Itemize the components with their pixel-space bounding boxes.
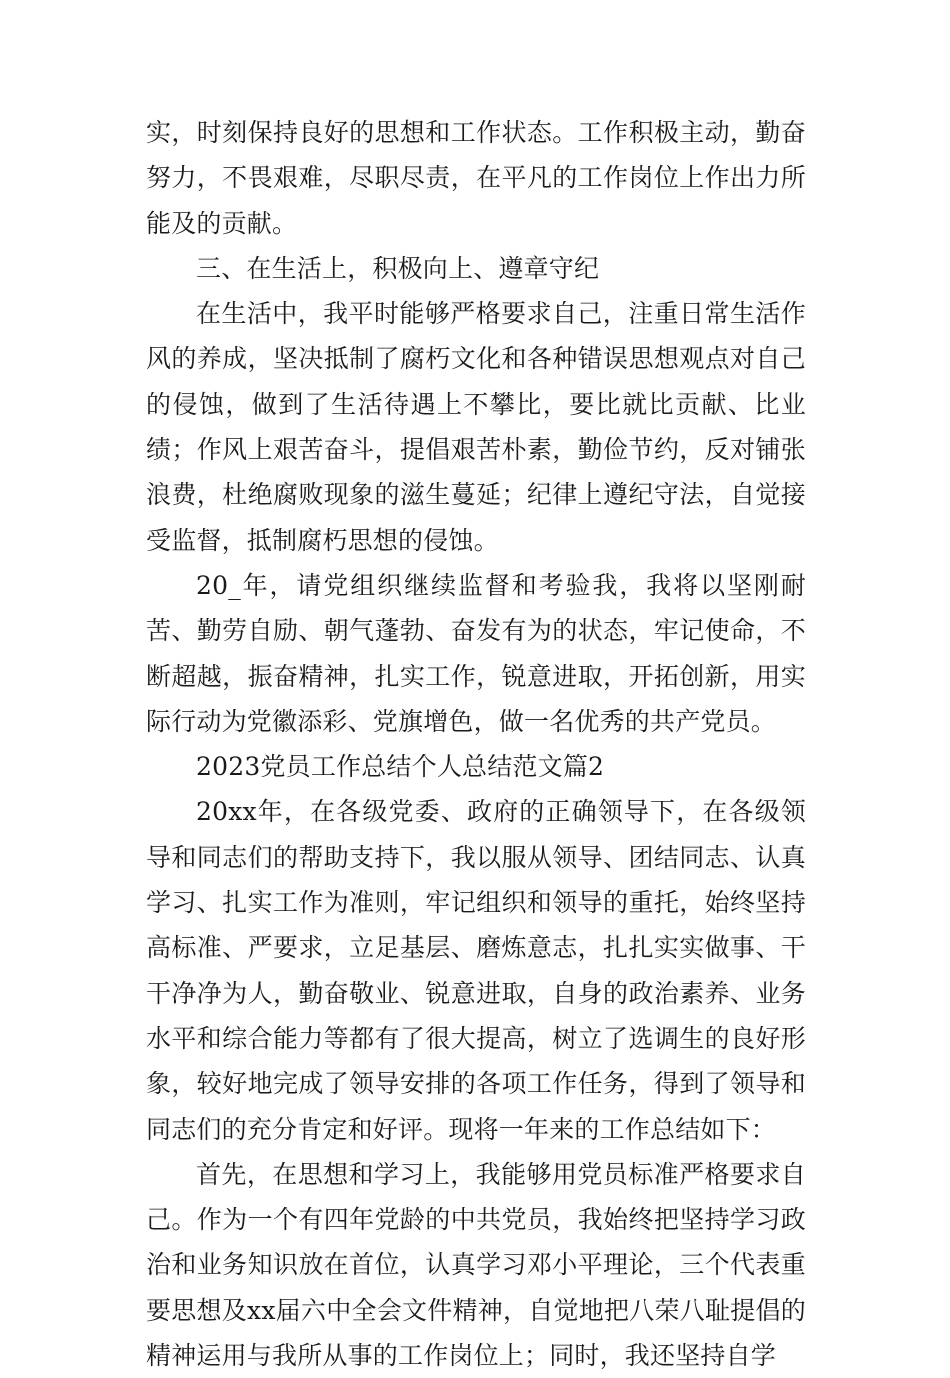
paragraph-intro: 20xx年，在各级党委、政府的正确领导下，在各级领导和同志们的帮助支持下，我以服从领导、团结同志、认真学习、扎实工作为准则，牢记组织和领导的重托，始终坚持高标准、严要求，立足基层、磨炼意志，扎扎实实做事、干干净净为人，勤奋敬业、锐意进取，自身的政治素养、业务水平和综合能力等都有了很大提高，树立了选调生的良好形象，较好地完成了领导安排的各项工作任务，得到了领导和同志们的充分肯定和好评。现将一年来的工作总结如下：	[146, 797, 806, 1144]
article-title-part-2: 2023党员工作总结个人总结范文篇2	[196, 752, 605, 782]
section-heading-life: 三、在生活上，积极向上、遵章守纪	[196, 253, 600, 283]
document-body	[146, 110, 806, 1378]
paragraph-life: 在生活中，我平时能够严格要求自己，注重日常生活作风的养成，坚决抵制了腐朽文化和各种错误思想观点对自己的侵蚀，做到了生活待遇上不攀比，要比就比贡献、比业绩；作风上艰苦奋斗，提倡艰苦朴素，勤俭节约，反对铺张浪费，杜绝腐败现象的滋生蔓延；纪律上遵纪守法，自觉接受监督，抵制腐朽思想的侵蚀。	[146, 299, 806, 555]
paragraph-thought-study: 首先，在思想和学习上，我能够用党员标准严格要求自己。作为一个有四年党龄的中共党员，我始终把坚持学习政治和业务知识放在首位，认真学习邓小平理论，三个代表重要思想及xx届六中全会文件精神，自觉地把八荣八耻提倡的精神运用与我所从事的工作岗位上；同时，我还坚持自学	[146, 1159, 806, 1371]
paragraph-continuation: 实，时刻保持良好的思想和工作状态。工作积极主动，勤奋努力，不畏艰难，尽职尽责，在平凡的工作岗位上作出力所能及的贡献。	[146, 118, 806, 238]
paragraph-commitment: 20_年，请党组织继续监督和考验我，我将以坚刚耐苦、勤劳自励、朝气蓬勃、奋发有为的状态，牢记使命，不断超越，振奋精神，扎实工作，锐意进取，开拓创新，用实际行动为党徽添彩、党旗增色，做一名优秀的共产党员。	[146, 570, 806, 736]
